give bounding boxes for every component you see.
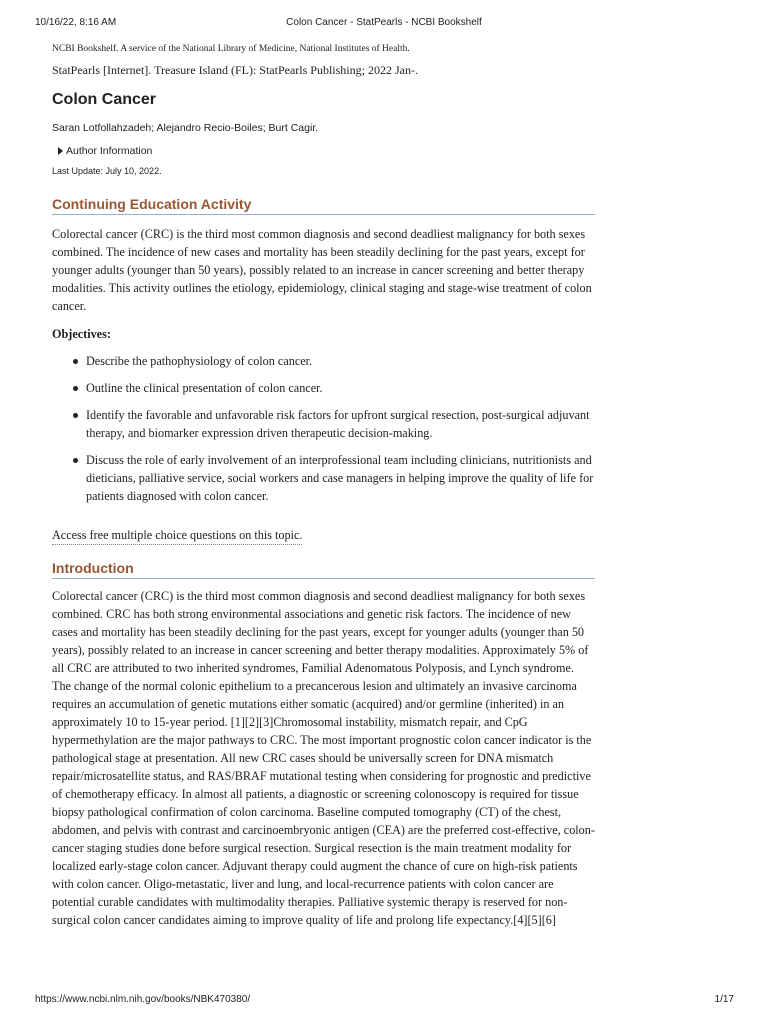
print-datetime: 10/16/22, 8:16 AM	[35, 17, 117, 28]
intro-paragraph: Colorectal cancer (CRC) is the third most common diagnosis and second deadliest malignancy for both sexes combined. CRC has both strong environmental associations and genetic risk factors. The incidence of new cases and mortality has been steadily declining for the past years, except for younger adults (younger than 50 years), possibly related to an increase in cancer screening and better therapy modalities. Approximately 5% of all CRC are attributed to two inherited syndromes, Familial Adenomatous Polyposis, and Lynch syndrome. The change of the normal colonic epithelium to a precancerous lesion and ultimately an invasive carcinoma requires an accumulation of genetic mutations either somatic (acquired) and/or germline (inherited) in an approximately 10 to 15-year period. [1][2][3]Chromosomal instability, mismatch repair, and CpG hypermethylation are the major pathways to CRC. The most important prognostic colon cancer indicator is the pathological stage at presentation. All new CRC cases should be universally screen for DNA mismatch repair/microsatellite status, and RAS/BRAF mutational testing when considering for prognostic and predictive of chemotherapy efficacy. In almost all patients, a diagnostic or screening colonoscopy is required for tissue biopsy pathological confirmation of colon carcinoma. Baseline computed tomography (CT) of the chest, abdomen, and pelvis with contrast and carcinoembryonic antigen (CEA) are the preferred cost-effective, colon-cancer staging studies done before surgical resection. Surgical resection is the main treatment modality for localized early-stage colon cancer. Adjuvant therapy could augment the chance of cure on high-risk patients with colon cancer. Oligo-metastatic, liver and lung, and local-recurrence patients with colon cancer are potential curable candidates with multimodality therapies. Palliative systemic therapy is reserved for non-surgical colon cancer candidates aiming to improve quality of life and prolong life expectancy.[4][5][6]	[52, 589, 595, 927]
objective-text: Identify the favorable and unfavorable risk factors for upfront surgical resection, post-surgical adjuvant therapy, and biomarker expression driven therapeutic decision-making.	[86, 408, 590, 440]
list-item	[52, 352, 595, 370]
bullet-icon	[73, 458, 78, 463]
section-heading-continuing-education: Continuing Education Activity	[52, 195, 595, 215]
list-item	[52, 406, 595, 442]
bullet-icon	[73, 386, 78, 391]
objective-text: Discuss the role of early involvement of an interprofessional team including clinicians, nutritionists and dieticians, palliative service, social workers and case managers in helping improve the quality of life for patients diagnosed with colon cancer.	[86, 453, 594, 503]
page-title: Colon Cancer	[52, 91, 157, 108]
print-page-number: 1/17	[714, 994, 734, 1005]
objectives-list	[52, 352, 595, 505]
citation: StatPearls [Internet]. Treasure Island (FL): StatPearls Publishing; 2022 Jan-.	[52, 63, 418, 77]
bullet-icon	[73, 359, 78, 364]
objectives-label: Objectives:	[52, 327, 111, 341]
section-heading-introduction: Introduction	[52, 559, 595, 579]
bookshelf-note: NCBI Bookshelf. A service of the National Library of Medicine, National Institutes of Health.	[52, 44, 410, 54]
document-content	[52, 38, 595, 929]
ce-paragraph: Colorectal cancer (CRC) is the third most common diagnosis and second deadliest malignancy for both sexes combined. The incidence of new cases and mortality has been steadily declining for the past years, except for younger adults (younger than 50 years), possibly related to an increase in cancer screening and better therapy modalities. This activity outlines the etiology, epidemiology, clinical staging and stage-wise treatment of colon cancer.	[52, 227, 592, 313]
mcq-access-link[interactable]: Access free multiple choice questions on this topic.	[52, 526, 302, 545]
caret-right-icon	[58, 147, 63, 155]
authors: Saran Lotfollahzadeh; Alejandro Recio-Boiles; Burt Cagir.	[52, 122, 319, 134]
last-update: Last Update: July 10, 2022.	[52, 166, 162, 176]
author-info-label: Author Information	[66, 145, 153, 157]
print-url: https://www.ncbi.nlm.nih.gov/books/NBK470380/	[35, 994, 251, 1005]
author-info-toggle[interactable]	[52, 144, 595, 158]
print-page-title: Colon Cancer - StatPearls - NCBI Bookshelf	[286, 17, 482, 28]
list-item	[52, 451, 595, 505]
list-item	[52, 379, 595, 397]
bullet-icon	[73, 413, 78, 418]
objective-text: Describe the pathophysiology of colon cancer.	[86, 354, 313, 368]
objective-text: Outline the clinical presentation of colon cancer.	[86, 381, 323, 395]
